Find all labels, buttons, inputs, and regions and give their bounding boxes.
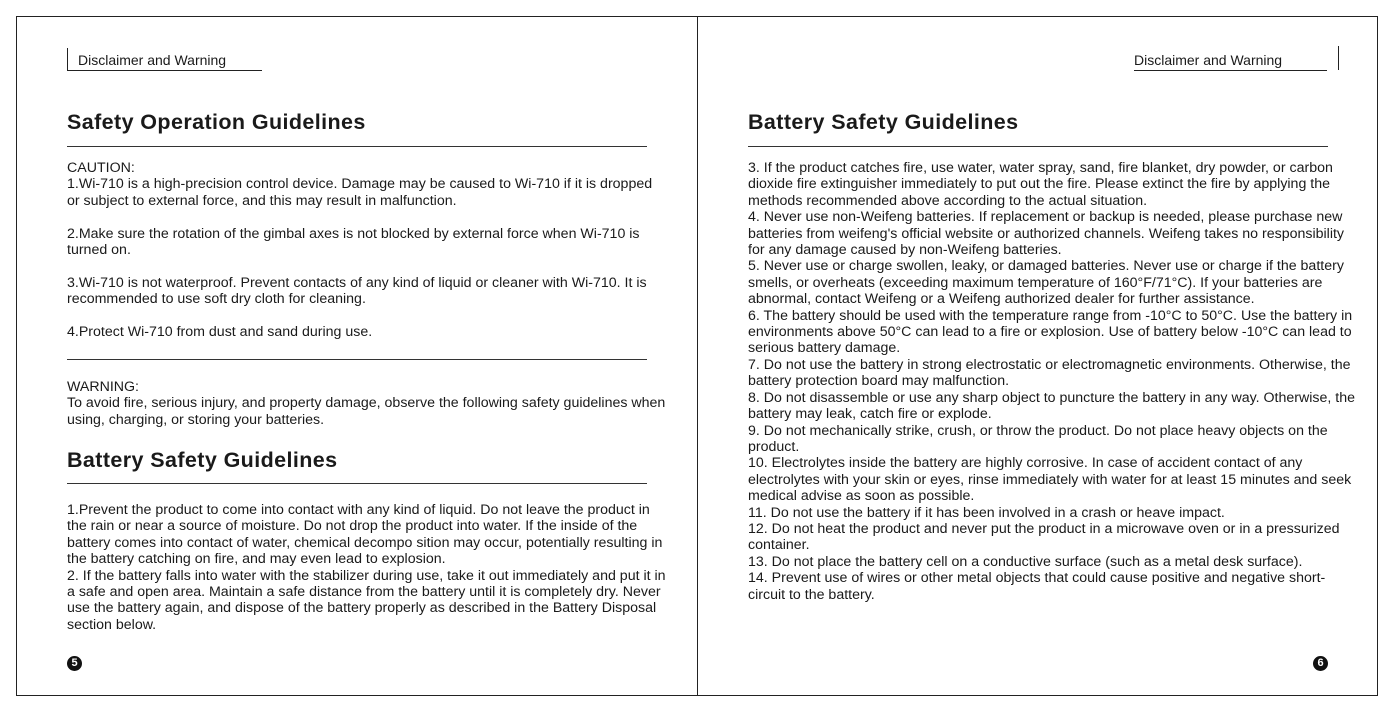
running-head: Disclaimer and Warning (67, 50, 262, 71)
battery-item-14: 14. Prevent use of wires or other metal objects that could cause positive and negative short-circuit to the battery. (748, 570, 1326, 603)
caution-section (67, 160, 667, 340)
battery-item-13: 13. Do not place the battery cell on a conductive surface (such as a metal desk surface). (748, 553, 1303, 570)
page-title: Safety Operation Guidelines (67, 110, 366, 134)
right-page (697, 16, 1378, 696)
battery-item-7: 7. Do not use the battery in strong electrostatic or electromagnetic environments. Otherwise, the battery protection board may malfunction. (748, 356, 1351, 390)
page-number: 5 (67, 656, 82, 671)
battery-item-1: 1.Prevent the product to come into contact with any kind of liquid. Do not leave the product in the rain or near a source of moisture. Do not drop the product into water. If the inside of the battery comes into contact of water, chemical decompo sition may occur, potentially resulting in the battery catching on fire, and may even lead to explosion. (67, 502, 663, 568)
battery-item-10: 10. Electrolytes inside the battery are highly corrosive. In case of accident contact of any electrolytes with your skin or eyes, rinse immediately with water for at least 15 minutes and seek medical advise as soon as possible. (748, 455, 1352, 505)
battery-item-9: 9. Do not mechanically strike, crush, or throw the product. Do not place heavy objects on the product. (748, 422, 1328, 455)
battery-item-8: 8. Do not disassemble or use any sharp object to puncture the battery in any way. Otherwise, the battery may leak, catch fire or explode. (748, 389, 1355, 423)
warning-label: WARNING: (67, 379, 139, 395)
section-heading: Battery Safety Guidelines (67, 448, 338, 472)
battery-item-4: 4. Never use non-Weifeng batteries. If replacement or backup is needed, please purchase new batteries from weifeng's official website or authorized channels. Weifeng takes no responsibility for any damage caused by non-Weifeng batteries. (748, 209, 1345, 259)
battery-item-2: 2. If the battery falls into water with the stabilizer during use, take it out immediately and put it in a safe and open area. Maintain a safe distance from the battery until it is completely dry. Never use the battery again, and dispose of the battery properly as described in the Battery Disposal section below. (67, 567, 666, 633)
page-number: 6 (1313, 656, 1328, 671)
caution-item-4: 4.Protect Wi-710 from dust and sand during use. (67, 324, 373, 341)
battery-guidelines (67, 502, 667, 633)
battery-item-11: 11. Do not use the battery if it has been involved in a crash or heave impact. (748, 504, 1225, 521)
caution-label: CAUTION: (67, 160, 135, 176)
title-rule (67, 146, 647, 147)
battery-item-3: 3. If the product catches fire, use water, water spray, sand, fire blanket, dry powder, or carbon dioxide fire extinguisher immediately to put out the fire. Please extinct the fire by applying the methods recommended above according to the actual situation. (748, 160, 1333, 209)
battery-item-6: 6. The battery should be used with the temperature range from -10°C to 50°C. Use the battery in environments above 50°C can lead to a fire or explosion. Use of battery below -10°C can lead to serious battery damage. (748, 307, 1353, 357)
warning-text: To avoid fire, serious injury, and property damage, observe the following safety guidelines when using, charging, or storing your batteries. (67, 395, 666, 428)
caution-item-3: 3.Wi-710 is not waterproof. Prevent contacts of any kind of liquid or cleaner with Wi-710. It is recommended to use soft dry cloth for cleaning. (67, 274, 647, 308)
title-rule (748, 146, 1328, 147)
battery-item-12: 12. Do not heat the product and never put the product in a microwave oven or in a pressurized container. (748, 520, 1340, 554)
page-title: Battery Safety Guidelines (748, 110, 1019, 134)
caution-item-1: 1.Wi-710 is a high-precision control device. Damage may be caused to Wi-710 if it is dropped or subject to external force, and this may result in malfunction. (67, 176, 653, 209)
warning-section (67, 379, 667, 428)
section-rule (67, 359, 647, 360)
running-head: Disclaimer and Warning (1134, 50, 1327, 71)
left-page (16, 16, 697, 696)
battery-guidelines (748, 160, 1360, 603)
battery-item-5: 5. Never use or charge swollen, leaky, or damaged batteries. Never use or charge if the battery smells, or overheats (exceeding maximum temperature of 160°F/71°C). If your batteries are abnormal, contact Weifeng or a Weifeng authorized dealer for further assistance. (748, 258, 1344, 308)
caution-item-2: 2.Make sure the rotation of the gimbal axes is not blocked by external force when Wi-710 is turned on. (67, 225, 640, 259)
heading-rule (67, 483, 647, 484)
